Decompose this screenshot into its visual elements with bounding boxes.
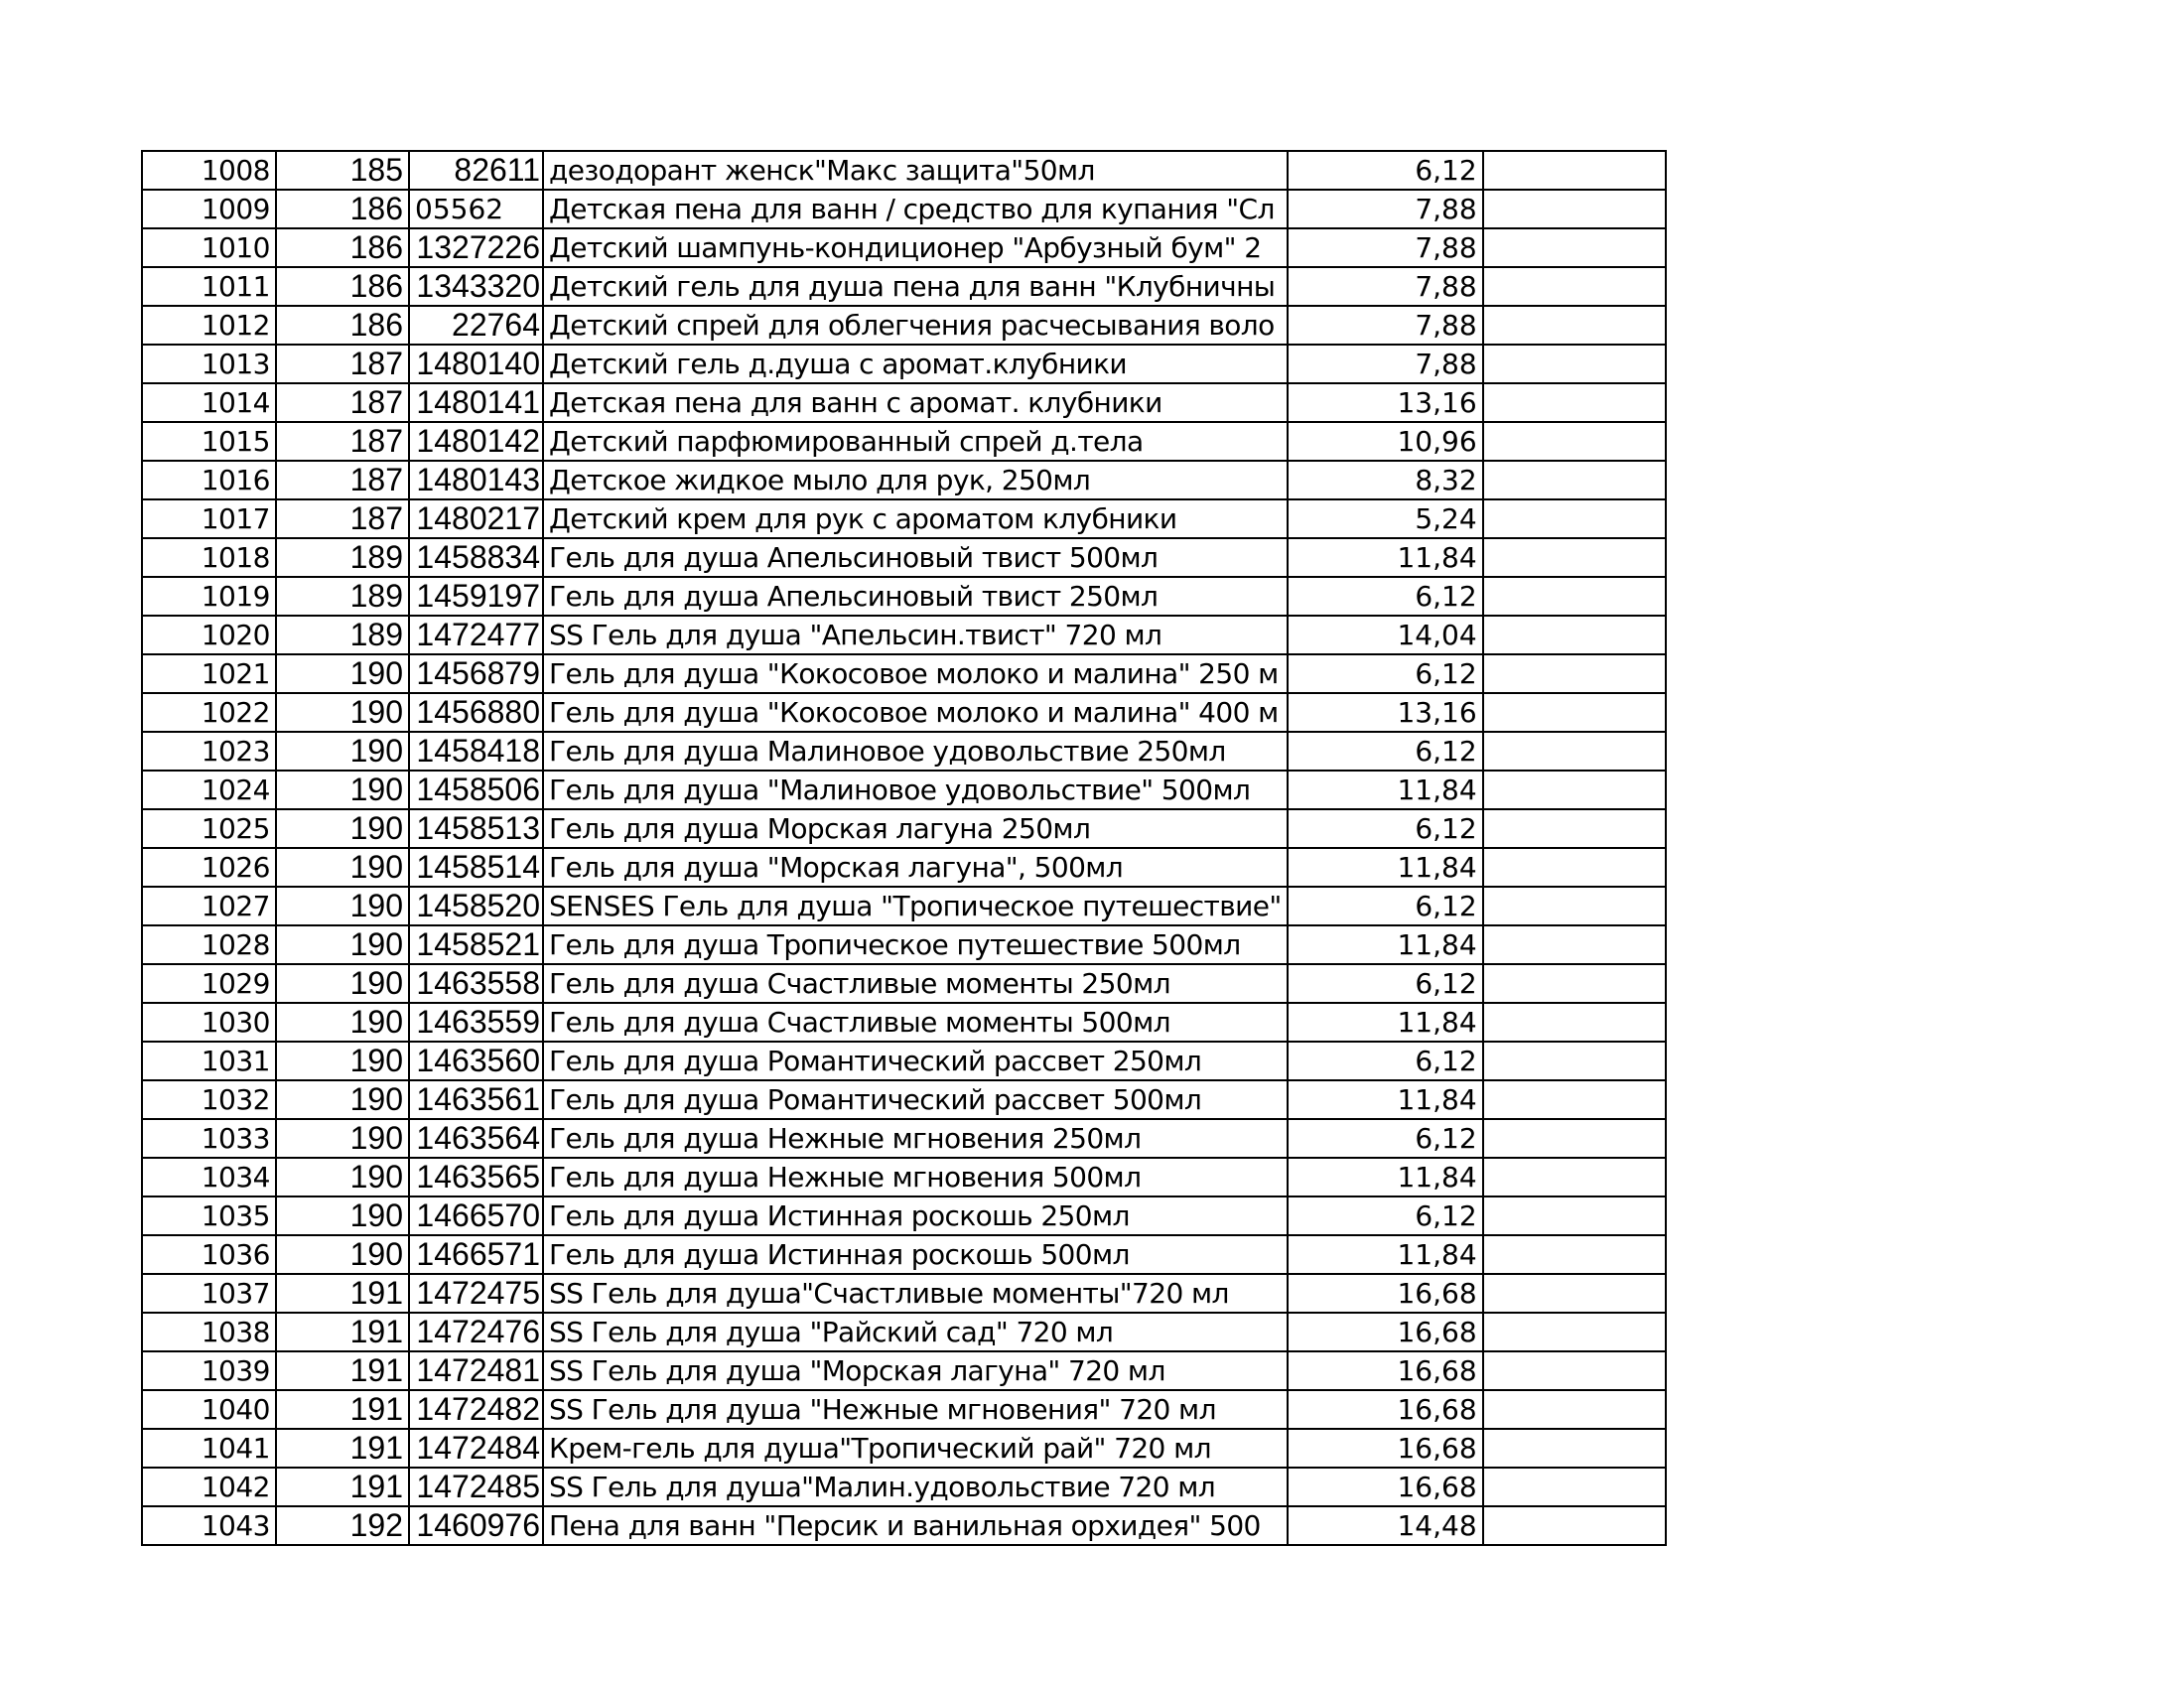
article-code-cell: 1458521 [409, 925, 543, 964]
product-description-cell: Гель для душа Морская лагуна 250мл [543, 809, 1288, 848]
product-description-cell: SS Гель для душа "Райский сад" 720 мл [543, 1313, 1288, 1351]
table-row [142, 499, 1666, 538]
row-number-cell: 1033 [142, 1119, 276, 1158]
price-cell: 11,84 [1288, 1158, 1483, 1196]
group-number-cell: 187 [276, 461, 409, 499]
table-row [142, 1119, 1666, 1158]
article-code-cell: 1466570 [409, 1196, 543, 1235]
product-description-cell: SS Гель для душа"Счастливые моменты"720 мл [543, 1274, 1288, 1313]
article-code-cell: 1480140 [409, 345, 543, 383]
product-description-cell: Пена для ванн "Персик и ванильная орхидея" 500 [543, 1506, 1288, 1545]
price-cell: 7,88 [1288, 228, 1483, 267]
price-cell: 7,88 [1288, 190, 1483, 228]
product-description-cell: Детская пена для ванн с аромат. клубники [543, 383, 1288, 422]
row-number-cell: 1026 [142, 848, 276, 887]
article-code-cell: 1458418 [409, 732, 543, 771]
empty-cell [1483, 1506, 1666, 1545]
group-number-cell: 187 [276, 422, 409, 461]
row-number-cell: 1042 [142, 1468, 276, 1506]
group-number-cell: 191 [276, 1390, 409, 1429]
product-description-cell: SS Гель для душа"Малин.удовольствие 720 мл [543, 1468, 1288, 1506]
article-code-cell: 1463558 [409, 964, 543, 1003]
row-number-cell: 1019 [142, 577, 276, 616]
price-cell: 11,84 [1288, 1235, 1483, 1274]
product-description-cell: Гель для душа "Морская лагуна", 500мл [543, 848, 1288, 887]
price-cell: 6,12 [1288, 1042, 1483, 1080]
article-code-cell: 1472482 [409, 1390, 543, 1429]
empty-cell [1483, 499, 1666, 538]
row-number-cell: 1018 [142, 538, 276, 577]
article-code-cell: 1472475 [409, 1274, 543, 1313]
price-cell: 16,68 [1288, 1313, 1483, 1351]
table-row [142, 228, 1666, 267]
table-row [142, 1429, 1666, 1468]
row-number-cell: 1032 [142, 1080, 276, 1119]
price-cell: 6,12 [1288, 732, 1483, 771]
table-row [142, 1506, 1666, 1545]
article-code-cell: 1459197 [409, 577, 543, 616]
article-code-cell: 1466571 [409, 1235, 543, 1274]
group-number-cell: 190 [276, 809, 409, 848]
row-number-cell: 1040 [142, 1390, 276, 1429]
empty-cell [1483, 616, 1666, 654]
price-cell: 11,84 [1288, 538, 1483, 577]
row-number-cell: 1028 [142, 925, 276, 964]
product-description-cell: Детское жидкое мыло для рук, 250мл [543, 461, 1288, 499]
price-cell: 6,12 [1288, 964, 1483, 1003]
article-code-cell: 05562 [409, 190, 543, 228]
article-code-cell: 1480143 [409, 461, 543, 499]
group-number-cell: 191 [276, 1351, 409, 1390]
table-row [142, 1313, 1666, 1351]
product-description-cell: Детский гель для душа пена для ванн "Клубничны [543, 267, 1288, 306]
empty-cell [1483, 693, 1666, 732]
product-description-cell: Гель для душа Нежные мгновения 500мл [543, 1158, 1288, 1196]
product-price-table [141, 150, 1667, 1546]
group-number-cell: 186 [276, 267, 409, 306]
empty-cell [1483, 1313, 1666, 1351]
price-cell: 8,32 [1288, 461, 1483, 499]
empty-cell [1483, 1235, 1666, 1274]
row-number-cell: 1012 [142, 306, 276, 345]
empty-cell [1483, 925, 1666, 964]
price-cell: 16,68 [1288, 1429, 1483, 1468]
empty-cell [1483, 1390, 1666, 1429]
group-number-cell: 191 [276, 1429, 409, 1468]
group-number-cell: 190 [276, 848, 409, 887]
group-number-cell: 187 [276, 345, 409, 383]
product-description-cell: Детский крем для рук с ароматом клубники [543, 499, 1288, 538]
empty-cell [1483, 1003, 1666, 1042]
group-number-cell: 190 [276, 1080, 409, 1119]
price-cell: 16,68 [1288, 1351, 1483, 1390]
product-description-cell: Гель для душа Счастливые моменты 250мл [543, 964, 1288, 1003]
article-code-cell: 1480141 [409, 383, 543, 422]
row-number-cell: 1030 [142, 1003, 276, 1042]
article-code-cell: 1327226 [409, 228, 543, 267]
row-number-cell: 1043 [142, 1506, 276, 1545]
empty-cell [1483, 461, 1666, 499]
table-row [142, 190, 1666, 228]
empty-cell [1483, 964, 1666, 1003]
empty-cell [1483, 887, 1666, 925]
table-row [142, 1042, 1666, 1080]
article-code-cell: 1456879 [409, 654, 543, 693]
group-number-cell: 190 [276, 1235, 409, 1274]
table-row [142, 1196, 1666, 1235]
product-description-cell: Гель для душа Тропическое путешествие 500мл [543, 925, 1288, 964]
price-cell: 13,16 [1288, 693, 1483, 732]
group-number-cell: 189 [276, 538, 409, 577]
row-number-cell: 1039 [142, 1351, 276, 1390]
article-code-cell: 1458834 [409, 538, 543, 577]
product-description-cell: Крем-гель для душа"Тропический рай" 720 мл [543, 1429, 1288, 1468]
article-code-cell: 1458514 [409, 848, 543, 887]
empty-cell [1483, 151, 1666, 190]
group-number-cell: 186 [276, 190, 409, 228]
price-cell: 6,12 [1288, 809, 1483, 848]
row-number-cell: 1022 [142, 693, 276, 732]
product-description-cell: Гель для душа Истинная роскошь 500мл [543, 1235, 1288, 1274]
article-code-cell: 1463564 [409, 1119, 543, 1158]
product-description-cell: Гель для душа Апельсиновый твист 500мл [543, 538, 1288, 577]
row-number-cell: 1010 [142, 228, 276, 267]
table-row [142, 1158, 1666, 1196]
product-description-cell: Гель для душа Нежные мгновения 250мл [543, 1119, 1288, 1158]
article-code-cell: 1463559 [409, 1003, 543, 1042]
empty-cell [1483, 345, 1666, 383]
empty-cell [1483, 1429, 1666, 1468]
group-number-cell: 190 [276, 693, 409, 732]
row-number-cell: 1037 [142, 1274, 276, 1313]
table-row [142, 538, 1666, 577]
row-number-cell: 1038 [142, 1313, 276, 1351]
product-description-cell: Детский спрей для облегчения расчесывания воло [543, 306, 1288, 345]
price-cell: 5,24 [1288, 499, 1483, 538]
empty-cell [1483, 1158, 1666, 1196]
row-number-cell: 1016 [142, 461, 276, 499]
group-number-cell: 190 [276, 654, 409, 693]
empty-cell [1483, 190, 1666, 228]
row-number-cell: 1034 [142, 1158, 276, 1196]
article-code-cell: 1458520 [409, 887, 543, 925]
group-number-cell: 190 [276, 925, 409, 964]
article-code-cell: 1463565 [409, 1158, 543, 1196]
group-number-cell: 189 [276, 577, 409, 616]
row-number-cell: 1036 [142, 1235, 276, 1274]
price-cell: 11,84 [1288, 771, 1483, 809]
product-description-cell: Гель для душа Малиновое удовольствие 250мл [543, 732, 1288, 771]
article-code-cell: 1472481 [409, 1351, 543, 1390]
price-cell: 7,88 [1288, 306, 1483, 345]
empty-cell [1483, 771, 1666, 809]
row-number-cell: 1024 [142, 771, 276, 809]
table-row [142, 1235, 1666, 1274]
product-description-cell: Детский шампунь-кондиционер "Арбузный бум" 2 [543, 228, 1288, 267]
price-cell: 14,48 [1288, 1506, 1483, 1545]
row-number-cell: 1021 [142, 654, 276, 693]
row-number-cell: 1023 [142, 732, 276, 771]
table-row [142, 1390, 1666, 1429]
row-number-cell: 1008 [142, 151, 276, 190]
group-number-cell: 190 [276, 964, 409, 1003]
table-row [142, 848, 1666, 887]
product-description-cell: SS Гель для душа "Нежные мгновения" 720 мл [543, 1390, 1288, 1429]
empty-cell [1483, 577, 1666, 616]
price-cell: 7,88 [1288, 267, 1483, 306]
group-number-cell: 186 [276, 306, 409, 345]
product-description-cell: Детская пена для ванн / средство для купания "Сл [543, 190, 1288, 228]
empty-cell [1483, 654, 1666, 693]
table-row [142, 732, 1666, 771]
article-code-cell: 1480217 [409, 499, 543, 538]
empty-cell [1483, 848, 1666, 887]
article-code-cell: 1460976 [409, 1506, 543, 1545]
row-number-cell: 1041 [142, 1429, 276, 1468]
price-cell: 13,16 [1288, 383, 1483, 422]
article-code-cell: 82611 [409, 151, 543, 190]
empty-cell [1483, 1274, 1666, 1313]
price-cell: 6,12 [1288, 887, 1483, 925]
product-description-cell: Гель для душа Истинная роскошь 250мл [543, 1196, 1288, 1235]
row-number-cell: 1014 [142, 383, 276, 422]
article-code-cell: 1480142 [409, 422, 543, 461]
empty-cell [1483, 1196, 1666, 1235]
article-code-cell: 1472484 [409, 1429, 543, 1468]
row-number-cell: 1011 [142, 267, 276, 306]
price-cell: 11,84 [1288, 1003, 1483, 1042]
product-description-cell: Гель для душа Апельсиновый твист 250мл [543, 577, 1288, 616]
product-description-cell: Гель для душа "Кокосовое молоко и малина" 400 м [543, 693, 1288, 732]
table-row [142, 345, 1666, 383]
empty-cell [1483, 809, 1666, 848]
product-description-cell: SS Гель для душа "Апельсин.твист" 720 мл [543, 616, 1288, 654]
empty-cell [1483, 538, 1666, 577]
article-code-cell: 1463560 [409, 1042, 543, 1080]
price-cell: 6,12 [1288, 151, 1483, 190]
price-cell: 6,12 [1288, 577, 1483, 616]
table-row [142, 964, 1666, 1003]
row-number-cell: 1013 [142, 345, 276, 383]
table-row [142, 1351, 1666, 1390]
group-number-cell: 191 [276, 1274, 409, 1313]
table-row [142, 1274, 1666, 1313]
table-row [142, 654, 1666, 693]
article-code-cell: 22764 [409, 306, 543, 345]
table-row [142, 771, 1666, 809]
price-cell: 16,68 [1288, 1390, 1483, 1429]
product-description-cell: SENSES Гель для душа "Тропическое путешествие" [543, 887, 1288, 925]
article-code-cell: 1343320 [409, 267, 543, 306]
price-cell: 7,88 [1288, 345, 1483, 383]
price-cell: 6,12 [1288, 654, 1483, 693]
group-number-cell: 190 [276, 771, 409, 809]
table-row [142, 693, 1666, 732]
table-row [142, 1080, 1666, 1119]
group-number-cell: 185 [276, 151, 409, 190]
group-number-cell: 187 [276, 499, 409, 538]
empty-cell [1483, 267, 1666, 306]
row-number-cell: 1015 [142, 422, 276, 461]
empty-cell [1483, 422, 1666, 461]
empty-cell [1483, 1468, 1666, 1506]
row-number-cell: 1020 [142, 616, 276, 654]
price-cell: 11,84 [1288, 848, 1483, 887]
table-row [142, 925, 1666, 964]
group-number-cell: 189 [276, 616, 409, 654]
product-description-cell: Гель для душа Счастливые моменты 500мл [543, 1003, 1288, 1042]
table-row [142, 422, 1666, 461]
price-cell: 6,12 [1288, 1196, 1483, 1235]
table-row [142, 809, 1666, 848]
article-code-cell: 1472477 [409, 616, 543, 654]
price-cell: 16,68 [1288, 1468, 1483, 1506]
article-code-cell: 1463561 [409, 1080, 543, 1119]
group-number-cell: 190 [276, 1042, 409, 1080]
product-description-cell: Гель для душа "Кокосовое молоко и малина" 250 м [543, 654, 1288, 693]
empty-cell [1483, 383, 1666, 422]
row-number-cell: 1009 [142, 190, 276, 228]
group-number-cell: 192 [276, 1506, 409, 1545]
group-number-cell: 186 [276, 228, 409, 267]
product-description-cell: дезодорант женск"Макс защита"50мл [543, 151, 1288, 190]
row-number-cell: 1017 [142, 499, 276, 538]
empty-cell [1483, 1351, 1666, 1390]
empty-cell [1483, 1042, 1666, 1080]
group-number-cell: 190 [276, 1119, 409, 1158]
article-code-cell: 1472476 [409, 1313, 543, 1351]
price-cell: 6,12 [1288, 1119, 1483, 1158]
product-description-cell: SS Гель для душа "Морская лагуна" 720 мл [543, 1351, 1288, 1390]
article-code-cell: 1458513 [409, 809, 543, 848]
group-number-cell: 187 [276, 383, 409, 422]
empty-cell [1483, 306, 1666, 345]
row-number-cell: 1035 [142, 1196, 276, 1235]
price-cell: 11,84 [1288, 925, 1483, 964]
group-number-cell: 191 [276, 1468, 409, 1506]
table-row [142, 383, 1666, 422]
table-row [142, 306, 1666, 345]
table-row [142, 1003, 1666, 1042]
product-description-cell: Гель для душа "Малиновое удовольствие" 500мл [543, 771, 1288, 809]
table-row [142, 267, 1666, 306]
price-cell: 14,04 [1288, 616, 1483, 654]
price-cell: 10,96 [1288, 422, 1483, 461]
article-code-cell: 1472485 [409, 1468, 543, 1506]
empty-cell [1483, 228, 1666, 267]
table-row [142, 887, 1666, 925]
empty-cell [1483, 732, 1666, 771]
table-row [142, 151, 1666, 190]
product-description-cell: Детский парфюмированный спрей д.тела [543, 422, 1288, 461]
price-cell: 11,84 [1288, 1080, 1483, 1119]
table-body [142, 151, 1666, 1545]
group-number-cell: 190 [276, 1158, 409, 1196]
price-cell: 16,68 [1288, 1274, 1483, 1313]
row-number-cell: 1025 [142, 809, 276, 848]
row-number-cell: 1031 [142, 1042, 276, 1080]
group-number-cell: 191 [276, 1313, 409, 1351]
empty-cell [1483, 1080, 1666, 1119]
group-number-cell: 190 [276, 732, 409, 771]
table-row [142, 1468, 1666, 1506]
table-row [142, 577, 1666, 616]
table-row [142, 461, 1666, 499]
product-description-cell: Детский гель д.душа с аромат.клубники [543, 345, 1288, 383]
article-code-cell: 1456880 [409, 693, 543, 732]
row-number-cell: 1027 [142, 887, 276, 925]
row-number-cell: 1029 [142, 964, 276, 1003]
product-description-cell: Гель для душа Романтический рассвет 250мл [543, 1042, 1288, 1080]
product-description-cell: Гель для душа Романтический рассвет 500мл [543, 1080, 1288, 1119]
empty-cell [1483, 1119, 1666, 1158]
group-number-cell: 190 [276, 1003, 409, 1042]
table-row [142, 616, 1666, 654]
group-number-cell: 190 [276, 887, 409, 925]
article-code-cell: 1458506 [409, 771, 543, 809]
group-number-cell: 190 [276, 1196, 409, 1235]
